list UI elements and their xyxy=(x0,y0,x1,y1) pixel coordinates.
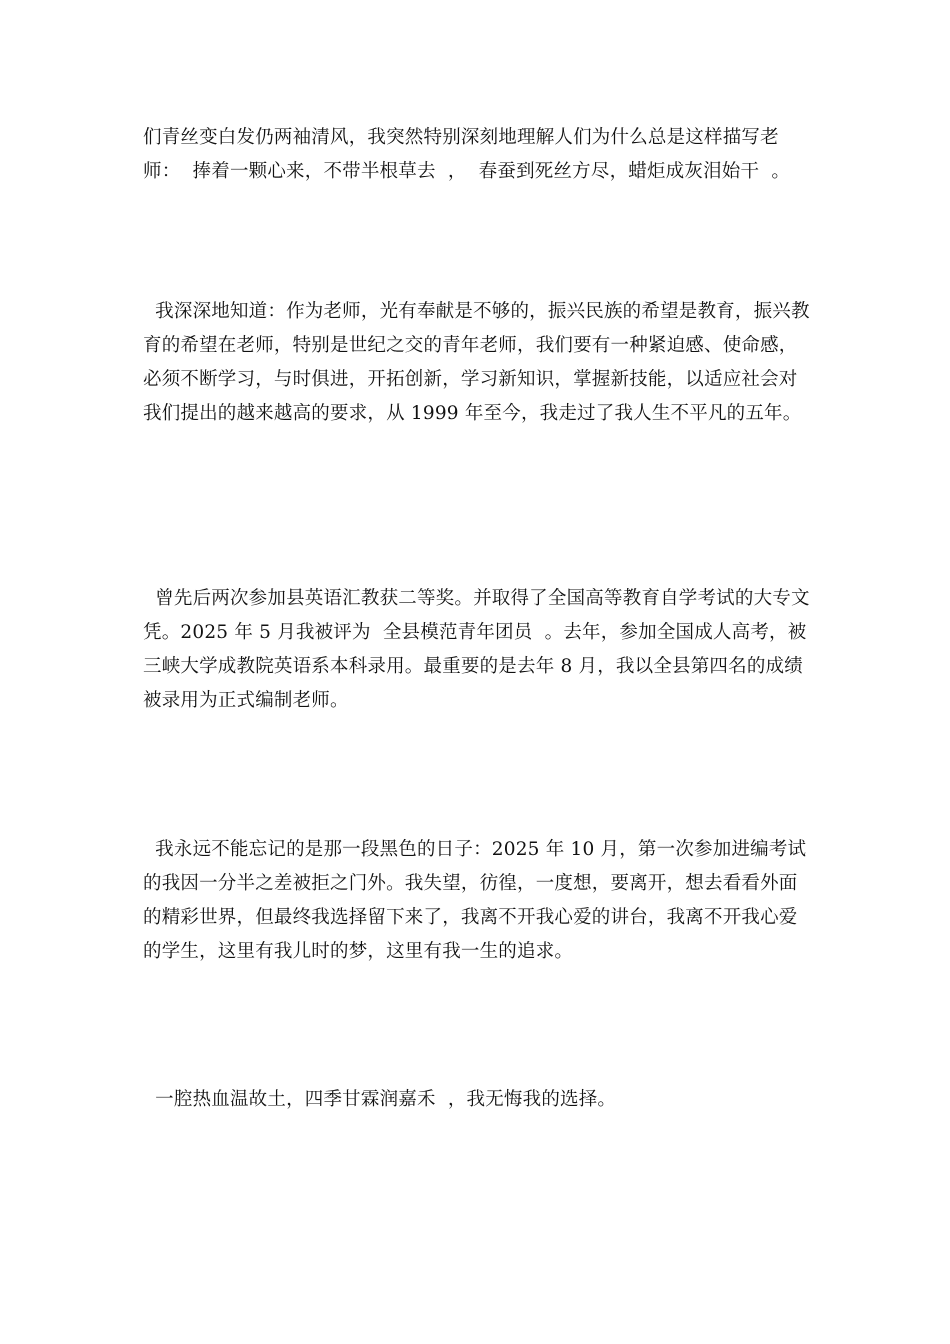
paragraph-1: 们青丝变白发仍两袖清风，我突然特别深刻地理解人们为什么总是这样描写老师： 捧着一颗心来，不带半根草去 ， 春蚕到死丝方尽，蜡炬成灰泪始干 。 xyxy=(143,127,791,182)
paragraph-4: 我永远不能忘记的是那一段黑色的日子：2025 年 10 月，第一次参加进编考试的我因一分半之差被拒之门外。我失望，彷徨，一度想，要离开，想去看看外面的精彩世界，但最终我选择留下来了，我离不开我心爱的讲台，我离不开我心爱的学生，这里有我儿时的梦，这里有我一生的追求。 xyxy=(143,839,807,962)
paragraph-3: 曾先后两次参加县英语汇教获二等奖。并取得了全国高等教育自学考试的大专文凭。2025 年 5 月我被评为 全县模范青年团员 。去年，参加全国成人高考，被三峡大学成教院英语系本科录用。最重要的是去年 8 月，我以全县第四名的成绩被录用为正式编制老师。 xyxy=(143,588,810,711)
paragraph-5: 一腔热血温故土，四季甘霖润嘉禾 ，我无悔我的选择。 xyxy=(143,1089,617,1110)
paragraph-2: 我深深地知道：作为老师，光有奉献是不够的，振兴民族的希望是教育，振兴教育的希望在老师，特别是世纪之交的青年老师，我们要有一种紧迫感、使命感，必须不断学习，与时俱进，开拓创新，学习新知识，掌握新技能，以适应社会对我们提出的越来越高的要求，从 1999 年至今，我走过了我人生不平凡的五年。 xyxy=(143,301,810,424)
